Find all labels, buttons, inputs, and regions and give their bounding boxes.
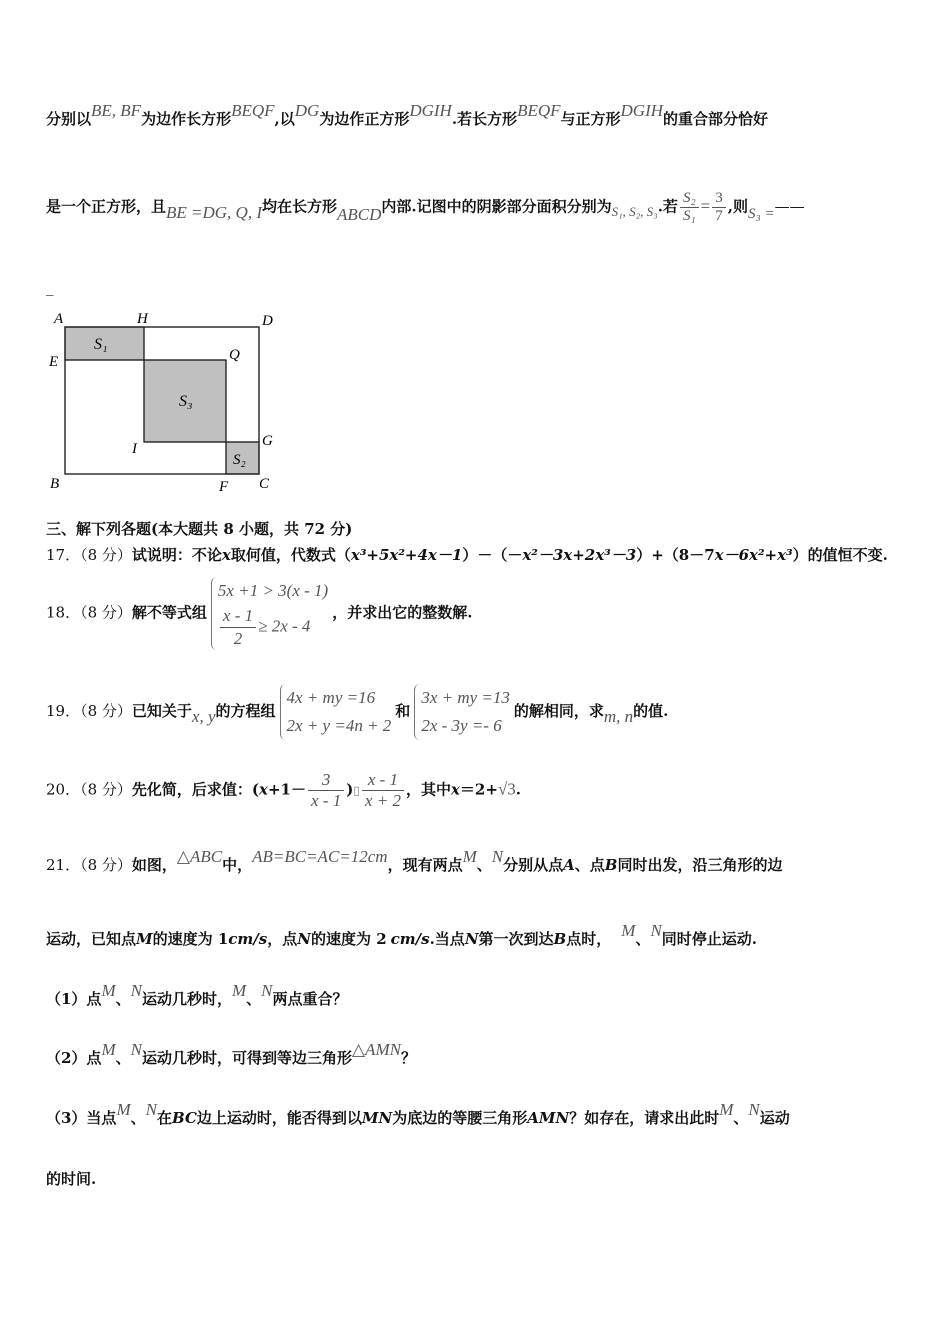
fraction-x-1-over-x-2 [362, 770, 404, 811]
fraction-numerator: 3 [308, 770, 344, 791]
fraction-numerator: 3 [712, 190, 726, 208]
separator: 、 [115, 1049, 131, 1067]
intro-text: .若 [657, 197, 678, 216]
question-text: ）+（8－7 [636, 546, 715, 564]
question-text: 两点重合？ [272, 990, 348, 1008]
expression: x－6x²+x³ [714, 546, 793, 564]
math-beqf: BEQF [231, 101, 275, 120]
segment-mn: MN [361, 1109, 393, 1127]
question-21-line-2 [46, 921, 758, 949]
question-number: 17．（8 分） [46, 546, 132, 564]
equals-sign: = [700, 196, 711, 216]
separator: 、 [115, 990, 131, 1008]
question-text: 取何值，代数式（ [230, 546, 351, 564]
intro-text: 与正方形 [560, 110, 621, 128]
equation: 2x + y =4n + 2 [286, 716, 392, 735]
question-text: 点时， [566, 930, 612, 948]
intro-line-2 [46, 190, 805, 225]
fraction-denominator: 2 [233, 629, 243, 648]
point-m: M [621, 921, 636, 940]
question-text: 的方程组 [215, 702, 276, 720]
question-text: ) [346, 780, 354, 799]
math-side-lengths: AB=BC=AC=12cm [252, 847, 388, 866]
math-dg: DG [294, 101, 320, 120]
point-m: M [101, 981, 116, 1000]
math-s1-s2-s3: S₁, S₂, S₃ [611, 203, 658, 219]
inequality-1: 5x +1 > 3(x - 1) [217, 581, 329, 600]
label-g: G [262, 433, 273, 449]
math-be-dg: BE =DG, Q, I [166, 202, 262, 222]
intro-text: 均在长方形 [262, 197, 338, 216]
question-19 [46, 684, 668, 740]
label-f: F [219, 479, 229, 495]
label-s1: S₁ [94, 336, 108, 353]
question-text: 第一次到达 [478, 930, 554, 948]
var-x: x [450, 780, 460, 799]
point-n: N [491, 847, 504, 866]
question-text: 分别从点 [503, 856, 564, 874]
question-text: ）－（－ [462, 546, 523, 564]
unit: cm/s [228, 930, 268, 948]
label-c: C [259, 476, 270, 492]
fraction-denominator: 7 [715, 208, 723, 224]
fraction [220, 605, 256, 650]
question-text: 已知关于 [131, 702, 192, 720]
answer-blank: —— [774, 197, 805, 216]
question-text: 运动几秒时，可得到等边三角形 [141, 1049, 352, 1067]
equation-system-1 [280, 684, 392, 740]
fraction-s2-s1 [680, 190, 699, 225]
var-x: x [221, 546, 231, 564]
point-m: M [719, 1100, 734, 1119]
question-text: 运动 [759, 1109, 790, 1127]
intro-text: ,则 [727, 197, 748, 216]
math-mn: m, n [603, 707, 634, 726]
intro-line-1 [46, 101, 769, 129]
sub-question-1 [46, 981, 348, 1009]
separator: 、 [130, 1109, 146, 1127]
question-text: 如图， [131, 856, 177, 874]
label-q: Q [229, 347, 240, 363]
fraction-denominator: x + 2 [364, 791, 401, 810]
question-text: 为底边的等腰三角形 [392, 1109, 528, 1127]
missing-operator-glyph: ▯ [353, 783, 360, 798]
fraction-denominator: x - 1 [310, 791, 342, 810]
equation: 3x + my =13 [421, 688, 510, 707]
question-text: 先化简，后求值：( [131, 780, 260, 799]
question-text: 边上运动时，能否得到以 [196, 1109, 362, 1127]
question-text: ？ [400, 1049, 416, 1067]
point-b: B [604, 856, 618, 874]
question-text: （2）点 [46, 1049, 102, 1067]
question-text: 同时出发，沿三角形的边 [617, 856, 783, 874]
math-s3: S₃ = [747, 205, 775, 222]
equation-system-2 [414, 684, 510, 740]
math-beqf: BEQF [517, 101, 561, 120]
unit: cm/s [390, 930, 430, 948]
label-a: A [54, 311, 64, 327]
geometry-figure [40, 305, 290, 500]
point-m: M [136, 930, 153, 948]
intro-text: 分别以 [46, 110, 92, 128]
question-text: 、点 [574, 856, 605, 874]
question-text: 运动，已知点 [46, 930, 137, 948]
question-21 [46, 847, 783, 875]
sub-question-3-line-2: 的时间. [46, 1170, 97, 1188]
equation: 2x - 3y =- 6 [421, 716, 502, 735]
point-n: N [261, 981, 273, 1000]
label-d: D [262, 313, 273, 329]
label-h: H [137, 311, 148, 327]
question-text: . [515, 780, 522, 799]
point-m: M [462, 847, 477, 866]
section-title: 三、解下列各题(本大题共 8 小题，共 72 分) [46, 520, 353, 538]
math-xy: x, y [191, 707, 216, 726]
question-17 [46, 544, 888, 565]
question-text: 同时停止运动. [661, 930, 758, 948]
separator: 、 [476, 856, 492, 874]
intro-text: 为边作长方形 [141, 110, 232, 128]
inequality-2 [218, 605, 328, 650]
fraction-numerator: S₂ [680, 190, 699, 208]
question-number: 20．（8 分） [46, 780, 132, 799]
intro-text: 是一个正方形，且 [46, 197, 167, 216]
question-18 [46, 577, 472, 650]
fraction-3-7 [712, 190, 726, 225]
question-text: （3）当点 [46, 1109, 117, 1127]
math-dgih: DGIH [620, 101, 664, 120]
inequality-rhs: ≥ 2x - 4 [258, 616, 311, 636]
point-m: M [116, 1100, 131, 1119]
question-text: 在 [156, 1109, 172, 1127]
label-e: E [49, 354, 59, 370]
sqrt-3: √3 [497, 779, 516, 799]
question-text: .当点 [429, 930, 465, 948]
equation: 4x + my =16 [286, 688, 376, 707]
intro-text: .若长方形 [451, 110, 518, 128]
var-x: x [259, 780, 268, 799]
point-n: N [145, 1100, 157, 1119]
question-text: 解不等式组 [131, 603, 207, 622]
question-text: ）的值恒不变. [792, 546, 888, 564]
intro-text: 的重合部分恰好 [663, 110, 769, 128]
point-n: N [297, 930, 311, 948]
point-n: N [650, 921, 662, 940]
fraction-denominator: S₁ [682, 208, 696, 224]
question-text: ，点 [267, 930, 298, 948]
point-n: N [130, 1040, 142, 1059]
question-text: 的解相同，求 [513, 702, 604, 720]
question-number: 21．（8 分） [46, 856, 132, 874]
expression: x²－3x+2x³－3 [522, 546, 637, 564]
label-i: I [132, 441, 137, 457]
question-text: +1－ [267, 780, 306, 799]
question-number: 18．（8 分） [46, 603, 132, 622]
question-number: 19．（8 分） [46, 702, 132, 720]
point-m: M [231, 981, 247, 1000]
question-text: （1）点 [46, 990, 102, 1008]
fraction-numerator: x - 1 [362, 770, 404, 791]
inequality-system [211, 577, 328, 650]
point-n: N [464, 930, 479, 948]
point-a: A [563, 856, 575, 874]
label-s3: S₃ [179, 393, 193, 410]
segment-bc: BC [171, 1109, 197, 1127]
fraction-numerator: x - 1 [220, 605, 256, 628]
question-text: 试说明：不论 [131, 546, 222, 564]
point-n: N [748, 1100, 760, 1119]
intro-text: ,以 [274, 110, 295, 128]
intro-text: 内部.记图中的阴影部分面积分别为 [381, 197, 612, 216]
question-text: ，其中 [405, 780, 451, 799]
separator: 、 [246, 990, 262, 1008]
label-s2: S₂ [233, 452, 246, 468]
question-text: ？如存在，请求出此时 [569, 1109, 720, 1127]
point-n: N [130, 981, 142, 1000]
question-text: 运动几秒时， [141, 990, 232, 1008]
question-text: ，现有两点 [387, 856, 463, 874]
triangle-amn: AMN [527, 1109, 570, 1127]
question-text: ，并求出它的整数解. [332, 603, 473, 622]
math-abcd: ABCD [337, 204, 382, 224]
question-text: 的速度为 1 [152, 930, 229, 948]
question-text: 的值. [633, 702, 669, 720]
question-text: 的速度为 2 [310, 930, 387, 948]
separator: 、 [635, 930, 651, 948]
answer-blank-continued: _ [46, 278, 54, 296]
point-b: B [553, 930, 567, 948]
sub-question-3 [46, 1100, 790, 1128]
sub-question-2 [46, 1040, 416, 1068]
expression: x³+5x²+4x－1 [350, 546, 463, 564]
math-be-bf: BE, BF [91, 101, 142, 120]
math-dgih: DGIH [409, 101, 452, 120]
math-triangle-abc: △ABC [176, 847, 223, 866]
question-text: ＝2+ [459, 780, 498, 799]
question-text: 中， [222, 856, 253, 874]
label-b: B [50, 476, 60, 492]
fraction-3-over-x-1 [308, 770, 344, 811]
point-m: M [101, 1040, 116, 1059]
question-20 [46, 770, 521, 811]
intro-text: 为边作正方形 [319, 110, 410, 128]
question-text: 和 [395, 702, 411, 720]
math-triangle-amn: △AMN [351, 1040, 401, 1059]
separator: 、 [733, 1109, 749, 1127]
